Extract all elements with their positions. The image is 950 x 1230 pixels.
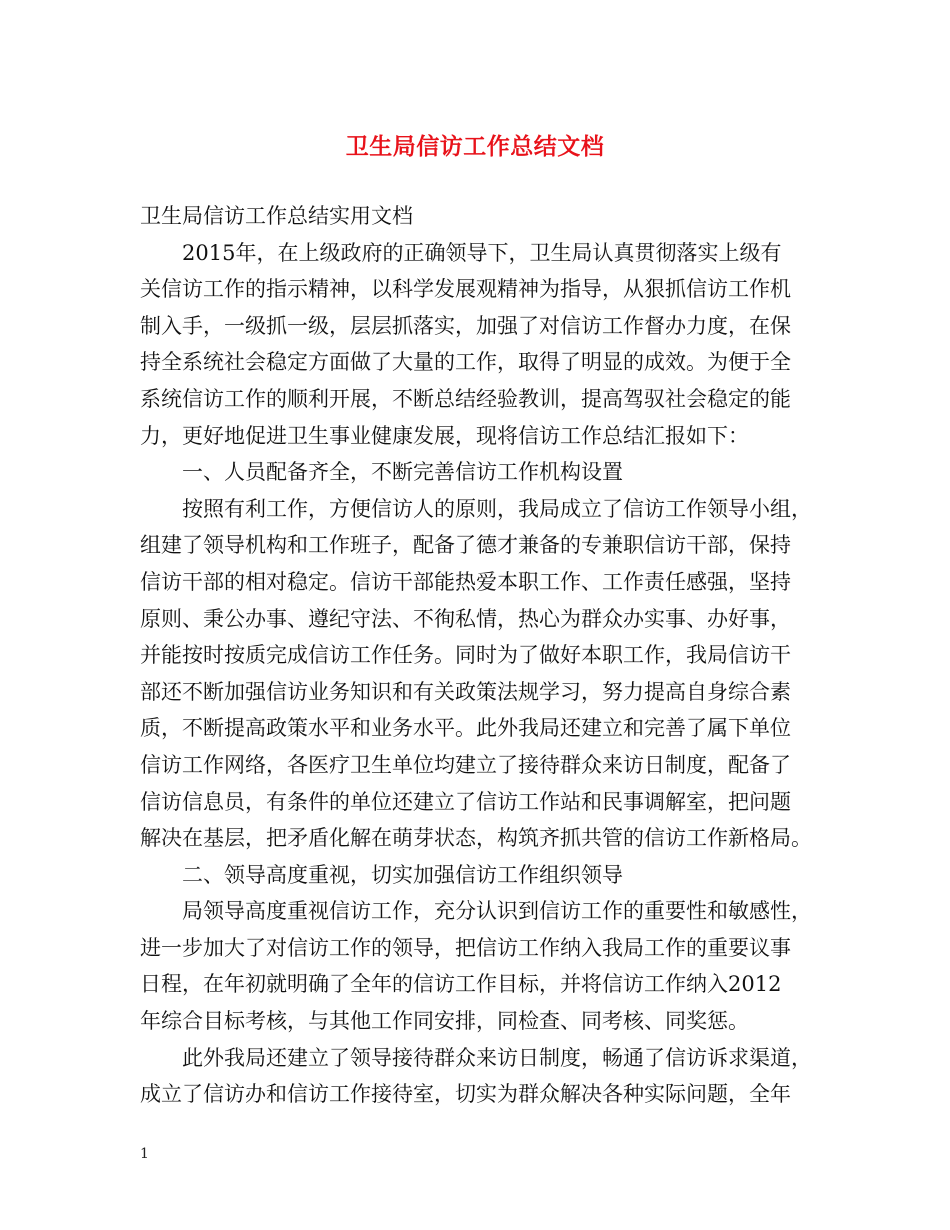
paragraph-line: 此外我局还建立了领导接待群众来访日制度，畅通了信访诉求渠道，	[182, 1045, 812, 1070]
paragraph-line: 组建了领导机构和工作班子，配备了德才兼备的专兼职信访干部，保持	[140, 533, 791, 558]
paragraph-line: 按照有利工作，方便信访人的原则，我局成立了信访工作领导小组，	[182, 496, 812, 521]
page-number: 1	[140, 1146, 149, 1162]
paragraph-line: 信访工作网络，各医疗卫生单位均建立了接待群众来访日制度，配备了	[140, 752, 791, 777]
paragraph-line: 关信访工作的指示精神，以科学发展观精神为指导，从狠抓信访工作机	[140, 277, 791, 302]
paragraph-line: 质，不断提高政策水平和业务水平。此外我局还建立和完善了属下单位	[140, 716, 791, 741]
paragraph-line: 制入手，一级抓一级，层层抓落实，加强了对信访工作督办力度，在保	[140, 313, 791, 338]
paragraph-line: 局领导高度重视信访工作，充分认识到信访工作的重要性和敏感性，	[182, 899, 812, 924]
paragraph-line: 系统信访工作的顺利开展，不断总结经验教训，提高驾驭社会稳定的能	[140, 386, 791, 411]
document-body	[140, 198, 820, 1113]
document-title: 卫生局信访工作总结文档	[345, 133, 605, 160]
paragraph-line: 信访信息员，有条件的单位还建立了信访工作站和民事调解室，把问题	[140, 789, 791, 814]
paragraph-line: 成立了信访办和信访工作接待室，切实为群众解决各种实际问题，全年	[140, 1082, 791, 1107]
section-heading: 一、人员配备齐全，不断完善信访工作机构设置	[182, 460, 623, 485]
paragraph-line: 日程，在年初就明确了全年的信访工作目标，并将信访工作纳入2012	[140, 972, 782, 997]
paragraph-line: 并能按时按质完成信访工作任务。同时为了做好本职工作，我局信访干	[140, 643, 791, 668]
paragraph-line: 原则、秉公办事、遵纪守法、不徇私情，热心为群众办实事、办好事，	[140, 606, 791, 631]
paragraph-line: 力，更好地促进卫生事业健康发展，现将信访工作总结汇报如下：	[140, 423, 749, 448]
paragraph-line: 信访干部的相对稳定。信访干部能热爱本职工作、工作责任感强，坚持	[140, 569, 791, 594]
section-heading: 二、领导高度重视，切实加强信访工作组织领导	[182, 862, 623, 887]
paragraph-line: 持全系统社会稳定方面做了大量的工作，取得了明显的成效。为便于全	[140, 350, 791, 375]
paragraph-line: 进一步加大了对信访工作的领导，把信访工作纳入我局工作的重要议事	[140, 935, 791, 960]
doc-subtitle-line: 卫生局信访工作总结实用文档	[140, 204, 413, 228]
paragraph-line: 2015年，在上级政府的正确领导下，卫生局认真贯彻落实上级有	[182, 240, 782, 265]
paragraph-line: 年综合目标考核，与其他工作同安排，同检查、同考核、同奖惩。	[140, 1009, 749, 1034]
paragraph-line: 解决在基层，把矛盾化解在萌芽状态，构筑齐抓共管的信访工作新格局。	[140, 826, 812, 851]
paragraph-line: 部还不断加强信访业务知识和有关政策法规学习，努力提高自身综合素	[140, 679, 791, 704]
